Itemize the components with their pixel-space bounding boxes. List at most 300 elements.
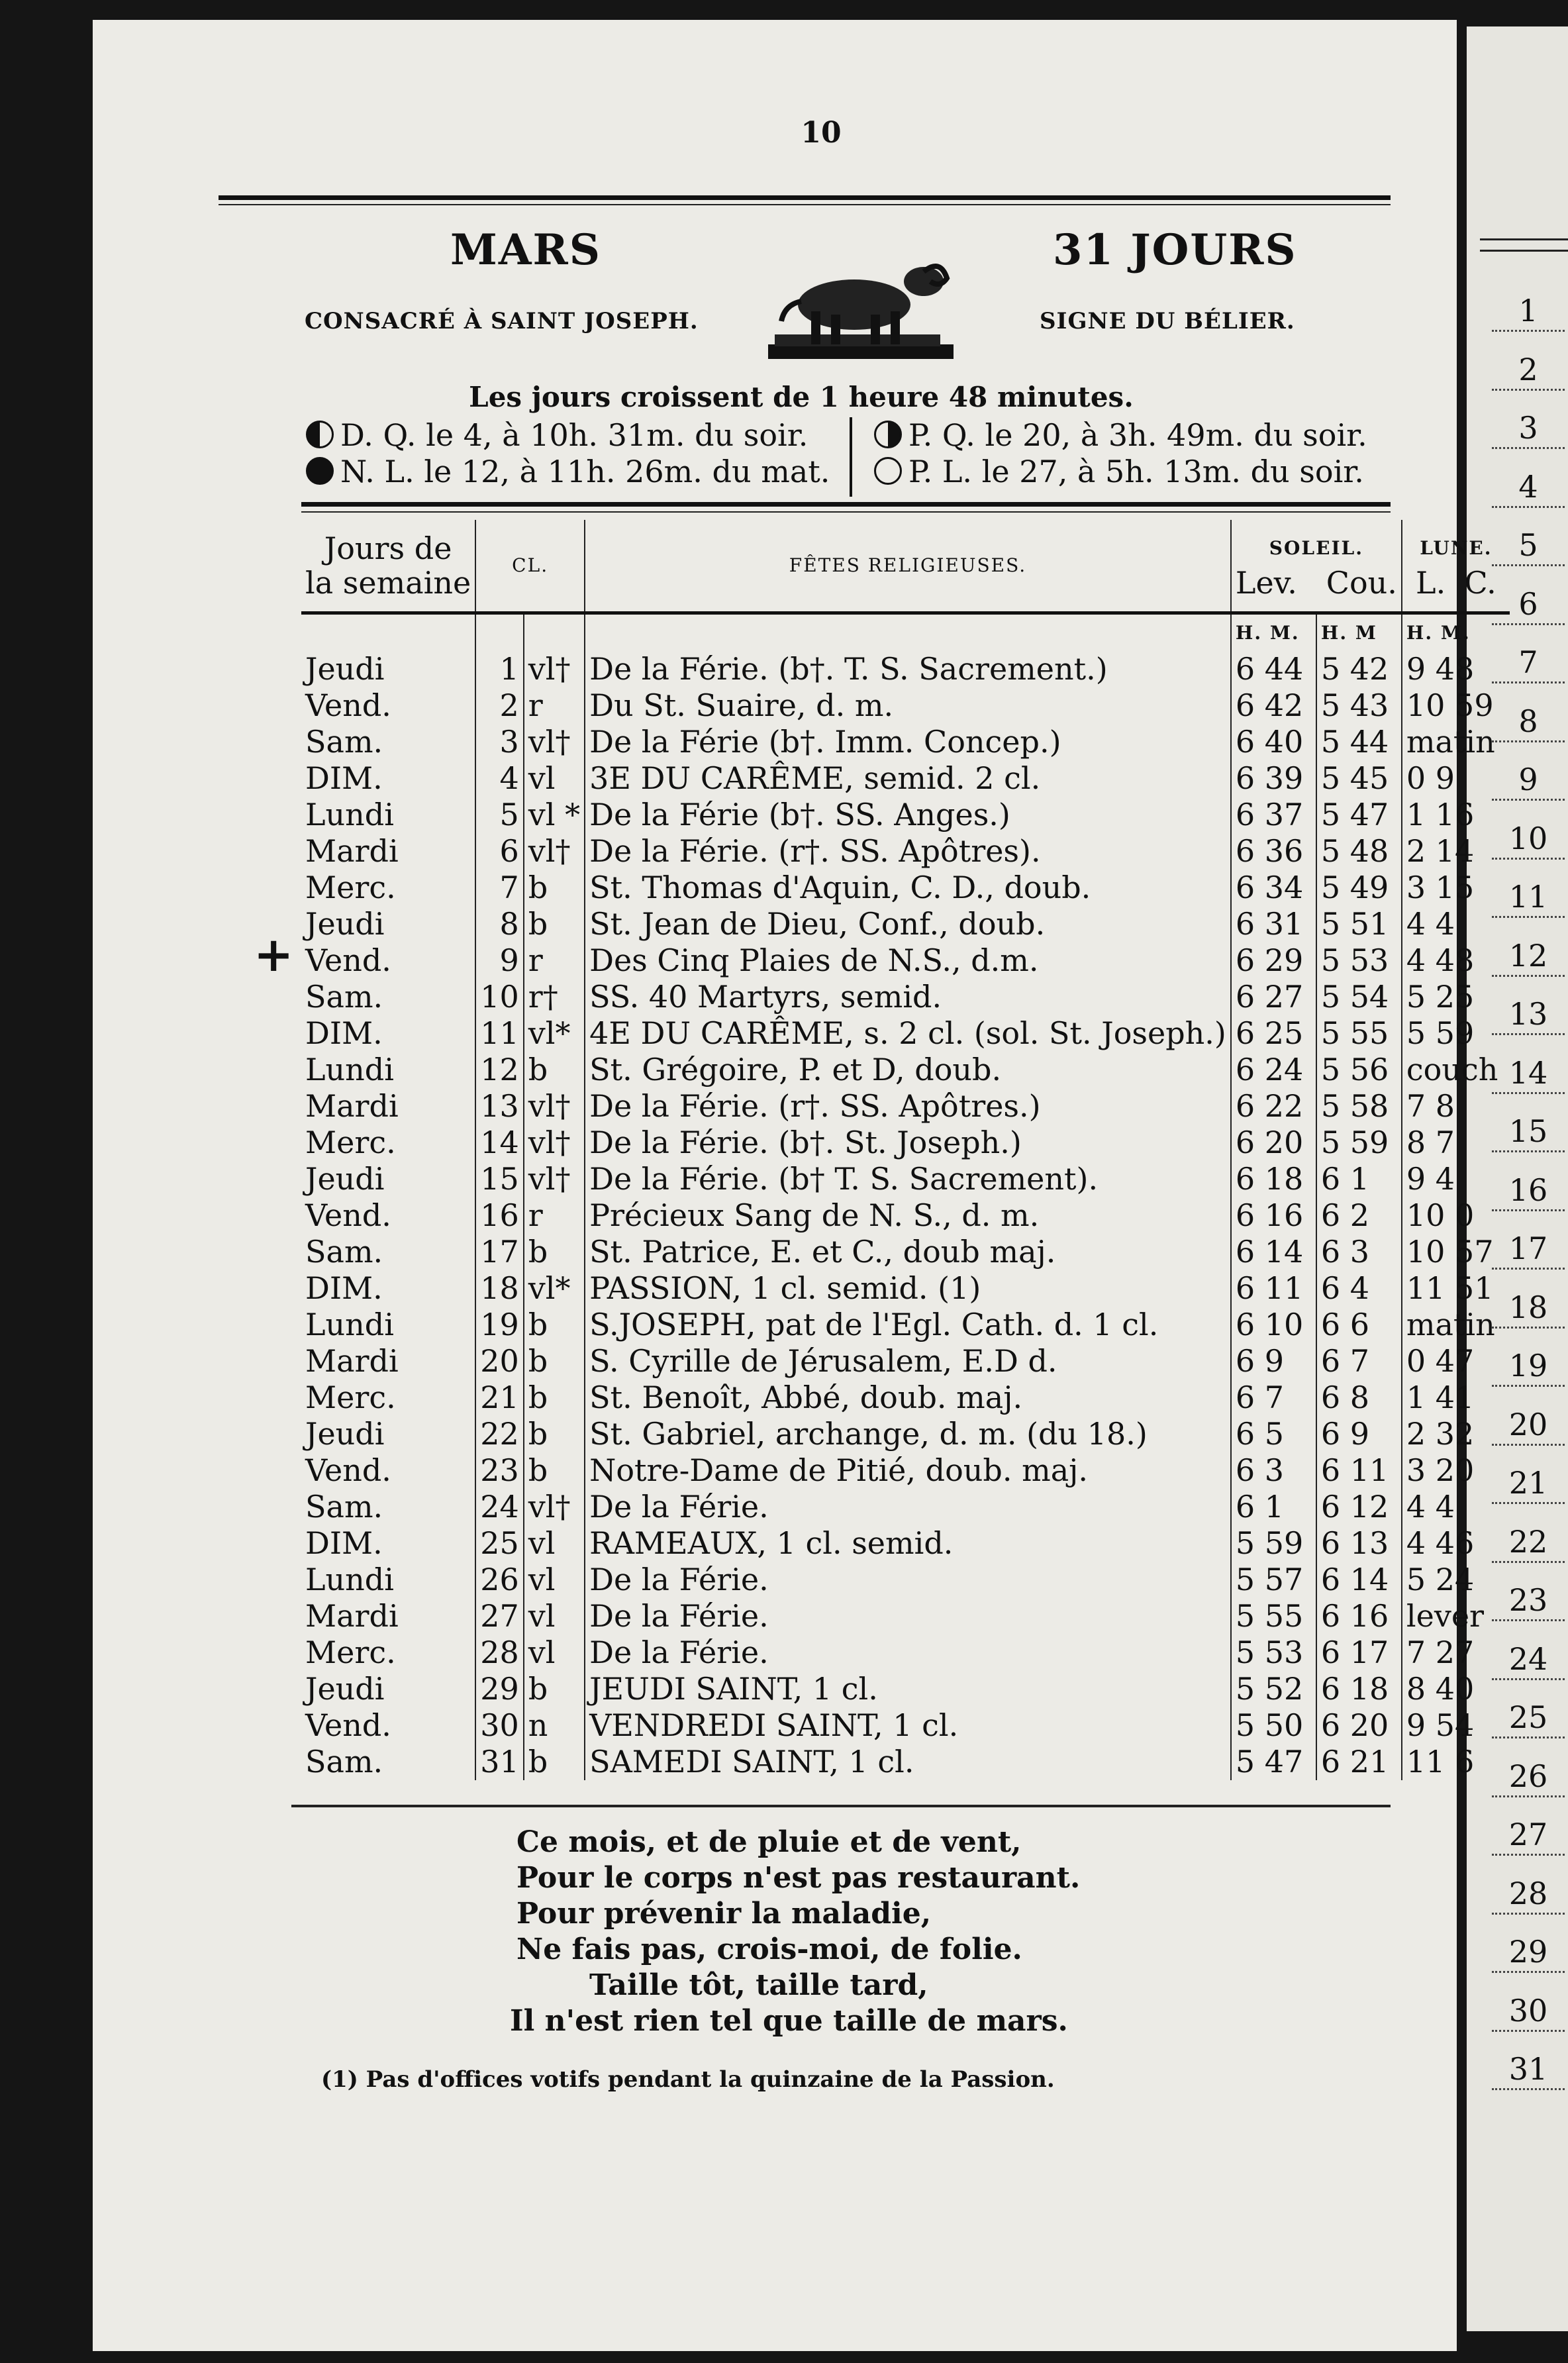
moon-time: 2 32 [1406, 1415, 1475, 1452]
feast-name: 3E DU CARÊME, semid. 2 cl. [585, 760, 1231, 797]
header-top-rule-thin [219, 204, 1391, 205]
feast-name: St. Gabriel, archange, d. m. (du 18.) [585, 1416, 1231, 1452]
liturgical-class: b [524, 1452, 585, 1489]
day-name: Vend. [305, 1197, 391, 1233]
sunrise-time: 6 10 [1231, 1307, 1316, 1343]
col-header-soleil-label: SOLEIL. [1269, 536, 1363, 559]
moon-time: 9 54 [1406, 1707, 1475, 1743]
feast-name: De la Férie. (b†. T. S. Sacrement.) [585, 651, 1231, 687]
moon-phase-separator [850, 417, 852, 497]
table-row [301, 1489, 1510, 1525]
day-number: 27 [475, 1598, 524, 1634]
day-name: Mardi [305, 1087, 399, 1124]
feast-name: SS. 40 Martyrs, semid. [585, 979, 1231, 1015]
day-name: Jeudi [305, 905, 385, 942]
sunset-time: 5 53 [1316, 942, 1402, 979]
sunrise-time: 6 39 [1231, 760, 1316, 797]
feast-name: De la Férie. (r†. SS. Apôtres). [585, 833, 1231, 870]
feast-name: 4E DU CARÊME, s. 2 cl. (sol. St. Joseph.) [585, 1015, 1231, 1052]
liturgical-class: vl [524, 1525, 585, 1562]
liturgical-class: vl [524, 1598, 585, 1634]
feast-name: SAMEDI SAINT, 1 cl. [585, 1744, 1231, 1780]
day-number: 14 [475, 1125, 524, 1161]
day-number: 15 [475, 1161, 524, 1197]
day-number: 9 [475, 942, 524, 979]
moon-time: 8 7 [1406, 1124, 1455, 1160]
full-moon-line [874, 454, 1364, 489]
day-name: Merc. [305, 1379, 396, 1415]
col-header-lune-l: L. [1416, 564, 1446, 601]
liturgical-class: vl* [524, 1270, 585, 1307]
liturgical-class: vl† [524, 724, 585, 760]
sunrise-time: 6 24 [1231, 1052, 1316, 1088]
facing-page-number: 30 [1492, 1991, 1565, 2032]
subheader-lev-hm: H. M. [1231, 613, 1316, 651]
feast-name: St. Grégoire, P. et D, doub. [585, 1052, 1231, 1088]
col-header-cou: Cou. [1326, 564, 1397, 601]
facing-page-number: 12 [1492, 936, 1565, 977]
feast-name: De la Férie. [585, 1489, 1231, 1525]
table-row [301, 942, 1510, 979]
new-moon-icon [306, 457, 334, 485]
sunrise-time: 6 31 [1231, 906, 1316, 942]
day-name: DIM. [305, 760, 383, 796]
col-header-lune [1402, 520, 1510, 613]
dedication: CONSACRÉ À SAINT JOSEPH. [305, 308, 699, 334]
table-row [301, 1197, 1510, 1234]
sunrise-time: 6 11 [1231, 1270, 1316, 1307]
sunrise-time: 5 53 [1231, 1634, 1316, 1671]
sunset-time: 5 59 [1316, 1125, 1402, 1161]
feast-name: Du St. Suaire, d. m. [585, 687, 1231, 724]
facing-page-number: 2 [1492, 350, 1565, 391]
verse-line: Il n'est rien tel que taille de mars. [510, 2004, 1068, 2038]
table-row [301, 906, 1510, 942]
moon-time: 10 0 [1406, 1197, 1475, 1233]
table-row [301, 1525, 1510, 1562]
liturgical-class: b [524, 1307, 585, 1343]
sunrise-time: 6 1 [1231, 1489, 1316, 1525]
sunset-time: 5 54 [1316, 979, 1402, 1015]
sunset-time: 5 47 [1316, 797, 1402, 833]
sunrise-time: 5 47 [1231, 1744, 1316, 1780]
sunset-time: 5 55 [1316, 1015, 1402, 1052]
liturgical-class: n [524, 1707, 585, 1744]
sunset-time: 6 20 [1316, 1707, 1402, 1744]
table-row [301, 797, 1510, 833]
moon-time: 3 20 [1406, 1452, 1475, 1488]
liturgical-class: b [524, 1052, 585, 1088]
sunset-time: 6 4 [1316, 1270, 1402, 1307]
sunrise-time: 6 27 [1231, 979, 1316, 1015]
sunrise-time: 6 44 [1231, 651, 1316, 687]
table-row [301, 1052, 1510, 1088]
subheader-cou-hm: H. M [1316, 613, 1402, 651]
feast-name: S. Cyrille de Jérusalem, E.D d. [585, 1343, 1231, 1380]
day-number: 28 [475, 1634, 524, 1671]
liturgical-class: b [524, 1744, 585, 1780]
liturgical-class: vl [524, 1562, 585, 1598]
facing-page-number: 14 [1492, 1054, 1565, 1094]
sunrise-time: 5 55 [1231, 1598, 1316, 1634]
moon-time: 4 4 [1406, 905, 1455, 942]
moon-time: 8 40 [1406, 1670, 1475, 1707]
feast-name: PASSION, 1 cl. semid. (1) [585, 1270, 1231, 1307]
feast-name: JEUDI SAINT, 1 cl. [585, 1671, 1231, 1707]
table-row [301, 1088, 1510, 1125]
facing-page-number: 3 [1492, 409, 1565, 449]
facing-page-number: 17 [1492, 1229, 1565, 1270]
day-name: Jeudi [305, 1670, 385, 1707]
day-name: Vend. [305, 1452, 391, 1488]
sunset-time: 6 13 [1316, 1525, 1402, 1562]
verse-line: Pour prévenir la maladie, [516, 1897, 932, 1931]
feast-name: De la Férie. [585, 1562, 1231, 1598]
day-number: 23 [475, 1452, 524, 1489]
sunrise-time: 6 22 [1231, 1088, 1316, 1125]
table-row [301, 724, 1510, 760]
facing-page-rule [1480, 238, 1568, 252]
day-number: 7 [475, 870, 524, 906]
table-row [301, 1452, 1510, 1489]
feast-name: De la Férie (b†. Imm. Concep.) [585, 724, 1231, 760]
day-number: 1 [475, 651, 524, 687]
table-row [301, 1270, 1510, 1307]
day-number: 2 [475, 687, 524, 724]
col-header-days-line1: Jours de [324, 530, 452, 566]
sunrise-time: 6 37 [1231, 797, 1316, 833]
day-number: 31 [475, 1744, 524, 1780]
day-number: 21 [475, 1380, 524, 1416]
liturgical-class: vl† [524, 651, 585, 687]
day-name: DIM. [305, 1270, 383, 1306]
day-number: 19 [475, 1307, 524, 1343]
table-row [301, 1343, 1510, 1380]
liturgical-class: vl† [524, 1489, 585, 1525]
liturgical-class: vl† [524, 833, 585, 870]
day-name: Lundi [305, 796, 394, 832]
sunset-time: 6 12 [1316, 1489, 1402, 1525]
col-header-cl: CL. [475, 520, 585, 613]
sunrise-time: 5 59 [1231, 1525, 1316, 1562]
liturgical-class: b [524, 1234, 585, 1270]
facing-page-number: 4 [1492, 468, 1565, 508]
facing-page-number: 16 [1492, 1171, 1565, 1211]
feast-name: RAMEAUX, 1 cl. semid. [585, 1525, 1231, 1562]
subheader-lune-hm: H. M. [1406, 621, 1471, 644]
sunset-time: 6 2 [1316, 1197, 1402, 1234]
table-row [301, 1380, 1510, 1416]
sunrise-time: 6 42 [1231, 687, 1316, 724]
table-row [301, 1234, 1510, 1270]
facing-page-number: 26 [1492, 1757, 1565, 1797]
sunset-time: 5 44 [1316, 724, 1402, 760]
day-number: 11 [475, 1015, 524, 1052]
moon-time: 7 27 [1406, 1634, 1475, 1670]
liturgical-class: r [524, 1197, 585, 1234]
feast-name: De la Férie. (b†. St. Joseph.) [585, 1125, 1231, 1161]
facing-page-number: 15 [1492, 1112, 1565, 1152]
day-name: Jeudi [305, 1415, 385, 1452]
day-number: 25 [475, 1525, 524, 1562]
sunrise-time: 6 20 [1231, 1125, 1316, 1161]
facing-page-number: 25 [1492, 1698, 1565, 1738]
day-number: 30 [475, 1707, 524, 1744]
col-header-days [301, 520, 475, 613]
moon-time: 2 14 [1406, 832, 1475, 869]
liturgical-class: r [524, 687, 585, 724]
moon-time: 10 59 [1406, 687, 1494, 723]
liturgical-class: vl [524, 1634, 585, 1671]
day-number: 10 [475, 979, 524, 1015]
table-row [301, 1707, 1510, 1744]
liturgical-class: b [524, 1343, 585, 1380]
sunset-time: 6 21 [1316, 1744, 1402, 1780]
table-row [301, 870, 1510, 906]
zodiac-sign: SIGNE DU BÉLIER. [1040, 308, 1295, 334]
liturgical-class: vl * [524, 797, 585, 833]
facing-page-number: 28 [1492, 1874, 1565, 1915]
sunset-time: 5 43 [1316, 687, 1402, 724]
moon-time: 7 8 [1406, 1087, 1455, 1124]
sunrise-time: 6 9 [1231, 1343, 1316, 1380]
liturgical-class: b [524, 1416, 585, 1452]
moon-time: 4 4 [1406, 1488, 1455, 1525]
day-name: Vend. [305, 687, 391, 723]
moon-time: 4 48 [1406, 942, 1475, 978]
day-name: Merc. [305, 1124, 396, 1160]
table-row [301, 1634, 1510, 1671]
table-row [301, 1015, 1510, 1052]
liturgical-class: vl† [524, 1125, 585, 1161]
table-row [301, 1416, 1510, 1452]
sunset-time: 6 16 [1316, 1598, 1402, 1634]
sunset-time: 5 45 [1316, 760, 1402, 797]
feast-name: De la Férie. [585, 1634, 1231, 1671]
sunset-time: 5 51 [1316, 906, 1402, 942]
facing-page-number: 24 [1492, 1640, 1565, 1680]
col-header-lune-c: C. [1464, 564, 1496, 601]
feast-name: St. Jean de Dieu, Conf., doub. [585, 906, 1231, 942]
facing-page-number: 1 [1492, 291, 1565, 332]
day-name: Merc. [305, 1634, 396, 1670]
table-row [301, 760, 1510, 797]
feast-name: Notre-Dame de Pitié, doub. maj. [585, 1452, 1231, 1489]
sunrise-time: 6 7 [1231, 1380, 1316, 1416]
moon-time: 10 57 [1406, 1233, 1494, 1270]
moon-time: lever [1406, 1597, 1485, 1634]
facing-page-number: 21 [1492, 1464, 1565, 1504]
sunrise-time: 6 34 [1231, 870, 1316, 906]
liturgical-class: r† [524, 979, 585, 1015]
feast-name: De la Férie. (r†. SS. Apôtres.) [585, 1088, 1231, 1125]
day-name: Mardi [305, 1597, 399, 1634]
moon-time: 4 46 [1406, 1525, 1475, 1561]
sunrise-time: 6 18 [1231, 1161, 1316, 1197]
moon-time: 5 24 [1406, 1561, 1475, 1597]
day-number: 13 [475, 1088, 524, 1125]
sunrise-time: 6 40 [1231, 724, 1316, 760]
moon-time: couch [1406, 1051, 1498, 1087]
sunrise-time: 6 16 [1231, 1197, 1316, 1234]
day-name: Mardi [305, 832, 399, 869]
feast-name: St. Patrice, E. et C., doub maj. [585, 1234, 1231, 1270]
moon-time: 11 6 [1406, 1743, 1475, 1780]
col-header-lune-label: LUNE. [1420, 536, 1493, 559]
sunrise-time: 6 5 [1231, 1416, 1316, 1452]
table-row [301, 1125, 1510, 1161]
footnote: (1) Pas d'offices votifs pendant la quinzaine de la Passion. [321, 2066, 1055, 2093]
last-quarter-text: D. Q. le 4, à 10h. 31m. du soir. [340, 417, 808, 453]
day-name: Sam. [305, 723, 383, 760]
sunset-time: 5 42 [1316, 651, 1402, 687]
sunrise-time: 5 57 [1231, 1562, 1316, 1598]
moon-time: 0 47 [1406, 1342, 1475, 1379]
sunrise-time: 6 14 [1231, 1234, 1316, 1270]
new-moon-text: N. L. le 12, à 11h. 26m. du mat. [340, 454, 830, 489]
col-header-days-line2: la semaine [305, 564, 471, 601]
verse-line: Ce mois, et de pluie et de vent, [516, 1825, 1022, 1859]
sunrise-time: 6 25 [1231, 1015, 1316, 1052]
last-quarter-line [306, 417, 808, 453]
moon-time: matin [1406, 723, 1495, 760]
sunset-time: 6 1 [1316, 1161, 1402, 1197]
feast-name: Des Cinq Plaies de N.S., d.m. [585, 942, 1231, 979]
full-moon-icon [874, 457, 902, 485]
day-number: 6 [475, 833, 524, 870]
feast-name: S.JOSEPH, pat de l'Egl. Cath. d. 1 cl. [585, 1307, 1231, 1343]
day-name: DIM. [305, 1015, 383, 1051]
day-number: 4 [475, 760, 524, 797]
col-header-soleil [1231, 520, 1402, 613]
table-row [301, 979, 1510, 1015]
facing-page-number: 31 [1492, 2050, 1565, 2090]
day-name: Lundi [305, 1051, 394, 1087]
moon-time: 0 9 [1406, 760, 1455, 796]
liturgical-class: vl† [524, 1161, 585, 1197]
page-number: 10 [801, 116, 842, 150]
feast-name: De la Férie (b†. SS. Anges.) [585, 797, 1231, 833]
moon-time: 5 59 [1406, 1015, 1475, 1051]
table-row [301, 651, 1510, 687]
facing-page-number: 29 [1492, 1933, 1565, 1973]
moon-time: matin [1406, 1306, 1495, 1342]
table-row [301, 1671, 1510, 1707]
sunrise-time: 6 29 [1231, 942, 1316, 979]
day-number: 22 [475, 1416, 524, 1452]
table-bottom-rule [291, 1805, 1391, 1807]
day-name: Jeudi [305, 650, 385, 687]
liturgical-class: vl [524, 760, 585, 797]
sunset-time: 6 7 [1316, 1343, 1402, 1380]
day-number: 8 [475, 906, 524, 942]
table-top-rule [301, 502, 1391, 507]
day-name: Vend. [305, 942, 391, 978]
facing-page-number: 10 [1492, 819, 1565, 860]
feast-name: VENDREDI SAINT, 1 cl. [585, 1707, 1231, 1744]
sunset-time: 6 17 [1316, 1634, 1402, 1671]
day-name: Sam. [305, 1233, 383, 1270]
table-row [301, 833, 1510, 870]
table-row [301, 1307, 1510, 1343]
day-number: 17 [475, 1234, 524, 1270]
facing-page-number: 11 [1492, 878, 1565, 918]
day-name: Jeudi [305, 1160, 385, 1197]
sunset-time: 5 49 [1316, 870, 1402, 906]
feast-name: St. Thomas d'Aquin, C. D., doub. [585, 870, 1231, 906]
moon-time: 9 48 [1406, 650, 1475, 687]
sunset-time: 5 58 [1316, 1088, 1402, 1125]
day-number: 20 [475, 1343, 524, 1380]
sunrise-time: 6 3 [1231, 1452, 1316, 1489]
day-number: 18 [475, 1270, 524, 1307]
feast-name: De la Férie. (b† T. S. Sacrement). [585, 1161, 1231, 1197]
day-name: Lundi [305, 1561, 394, 1597]
table-top-rule-thin [301, 511, 1391, 513]
margin-cross-mark: + [254, 926, 294, 982]
liturgical-class: b [524, 906, 585, 942]
day-number: 29 [475, 1671, 524, 1707]
moon-time: 1 41 [1406, 1379, 1475, 1415]
verse-line: Pour le corps n'est pas restaurant. [516, 1861, 1081, 1895]
table-row [301, 1562, 1510, 1598]
first-quarter-moon-icon [874, 421, 902, 448]
sunrise-time: 5 52 [1231, 1671, 1316, 1707]
first-quarter-line [874, 417, 1367, 453]
sunrise-time: 5 50 [1231, 1707, 1316, 1744]
day-name: Merc. [305, 869, 396, 905]
table-row [301, 1598, 1510, 1634]
moon-time: 3 15 [1406, 869, 1475, 905]
moon-time: 9 4 [1406, 1160, 1455, 1197]
facing-page-number: 20 [1492, 1405, 1565, 1446]
day-number: 3 [475, 724, 524, 760]
day-name: DIM. [305, 1525, 383, 1561]
sunrise-time: 6 36 [1231, 833, 1316, 870]
day-number: 5 [475, 797, 524, 833]
day-length-note: Les jours croissent de 1 heure 48 minutes. [469, 381, 1134, 413]
facing-page-number: 6 [1492, 585, 1565, 625]
sunset-time: 5 48 [1316, 833, 1402, 870]
feast-name: De la Férie. [585, 1598, 1231, 1634]
liturgical-class: vl* [524, 1015, 585, 1052]
sunset-time: 6 9 [1316, 1416, 1402, 1452]
feast-name: Précieux Sang de N. S., d. m. [585, 1197, 1231, 1234]
table-row [301, 1161, 1510, 1197]
facing-page-number: 5 [1492, 526, 1565, 566]
facing-page-number: 18 [1492, 1288, 1565, 1329]
day-name: Sam. [305, 1743, 383, 1780]
moon-time: 5 25 [1406, 978, 1475, 1015]
liturgical-class: r [524, 942, 585, 979]
verse-line: Taille tôt, taille tard, [589, 1968, 928, 2002]
day-number: 12 [475, 1052, 524, 1088]
facing-page-number: 8 [1492, 702, 1565, 742]
day-number: 26 [475, 1562, 524, 1598]
full-moon-text: P. L. le 27, à 5h. 13m. du soir. [908, 454, 1364, 489]
facing-page-number: 13 [1492, 995, 1565, 1035]
day-name: Vend. [305, 1707, 391, 1743]
facing-page-number: 7 [1492, 643, 1565, 683]
facing-page-number: 22 [1492, 1523, 1565, 1563]
facing-page-number: 27 [1492, 1815, 1565, 1856]
days-count: 31 JOURS [1053, 225, 1297, 275]
feast-name: St. Benoît, Abbé, doub. maj. [585, 1380, 1231, 1416]
day-name: Sam. [305, 978, 383, 1015]
verse [510, 1825, 1081, 2039]
sunset-time: 6 11 [1316, 1452, 1402, 1489]
day-number: 24 [475, 1489, 524, 1525]
